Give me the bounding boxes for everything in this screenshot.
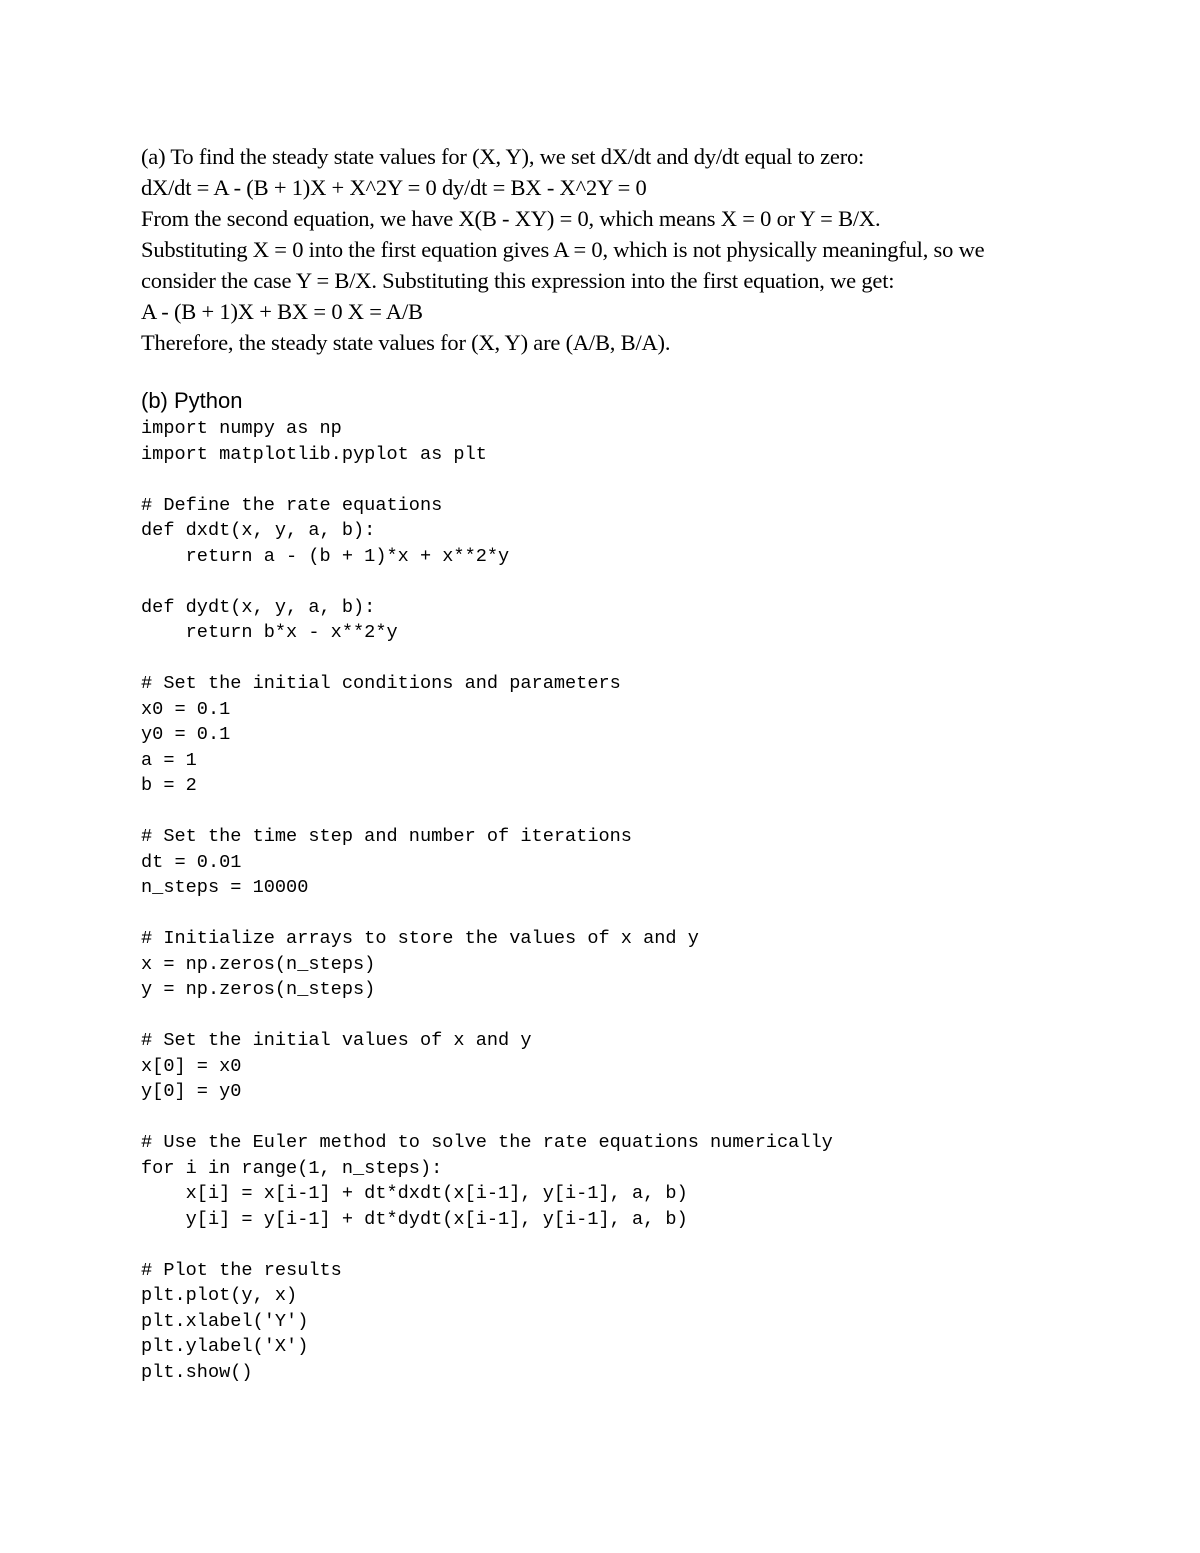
code-line: y[i] = y[i-1] + dt*dydt(x[i-1], y[i-1], a, b) [141, 1208, 688, 1230]
code-line: plt.plot(y, x) [141, 1285, 298, 1306]
code-line: # Use the Euler method to solve the rate equations numerically [141, 1132, 833, 1153]
code-line: # Set the initial values of x and y [141, 1030, 532, 1051]
code-line: def dxdt(x, y, a, b): [141, 520, 376, 541]
code-line [141, 901, 1101, 927]
code-line [141, 799, 1101, 825]
code-line: # Set the time step and number of iterations [141, 826, 632, 847]
code-line: plt.show() [141, 1361, 253, 1383]
code-line: x = np.zeros(n_steps) [141, 953, 376, 975]
code-line: plt.xlabel('Y') [141, 1310, 309, 1332]
prose-line: Substituting X = 0 into the first equation gives A = 0, which is not physically meaningful, so we [141, 237, 985, 262]
prose-line: Therefore, the steady state values for (X, Y) are (A/B, B/A). [141, 330, 671, 355]
code-line [141, 1232, 1101, 1258]
code-line: a = 1 [141, 749, 197, 771]
code-line: x[0] = x0 [141, 1055, 242, 1077]
prose-line: dX/dt = A - (B + 1)X + X^2Y = 0 dy/dt = BX - X^2Y = 0 [141, 175, 647, 200]
prose-line: From the second equation, we have X(B - XY) = 0, which means X = 0 or Y = B/X. [141, 206, 881, 231]
code-line [141, 467, 1101, 493]
code-line [141, 1003, 1101, 1029]
code-line: # Set the initial conditions and parameters [141, 673, 621, 694]
code-line [141, 569, 1101, 595]
code-line: return b*x - x**2*y [141, 622, 398, 643]
code-line: n_steps = 10000 [141, 877, 309, 898]
prose-line: consider the case Y = B/X. Substituting this expression into the first equation, we get: [141, 268, 895, 293]
code-line: # Initialize arrays to store the values of x and y [141, 928, 699, 949]
code-line: def dydt(x, y, a, b): [141, 596, 376, 618]
prose-line: (a) To find the steady state values for (X, Y), we set dX/dt and dy/dt equal to zero: [141, 144, 865, 169]
code-line: # Define the rate equations [141, 494, 443, 516]
code-line: y[0] = y0 [141, 1081, 242, 1102]
code-line: import matplotlib.pyplot as plt [141, 443, 487, 465]
code-line: plt.ylabel('X') [141, 1336, 309, 1357]
section-a-steady-state [141, 141, 1101, 358]
code-line: return a - (b + 1)*x + x**2*y [141, 545, 510, 567]
code-line: y0 = 0.1 [141, 724, 231, 745]
python-code-block [141, 416, 1101, 1385]
code-line: x0 = 0.1 [141, 698, 231, 720]
code-line [141, 646, 1101, 672]
code-line: import numpy as np [141, 418, 342, 439]
code-line: # Plot the results [141, 1259, 342, 1281]
code-line: x[i] = x[i-1] + dt*dxdt(x[i-1], y[i-1], a, b) [141, 1183, 688, 1204]
code-line: for i in range(1, n_steps): [141, 1157, 443, 1179]
code-line: dt = 0.01 [141, 851, 242, 873]
code-line: y = np.zeros(n_steps) [141, 979, 376, 1000]
code-line: b = 2 [141, 775, 197, 796]
prose-line: A - (B + 1)X + BX = 0 X = A/B [141, 299, 423, 324]
section-b-heading: (b) Python [141, 388, 243, 413]
code-line [141, 1105, 1101, 1131]
